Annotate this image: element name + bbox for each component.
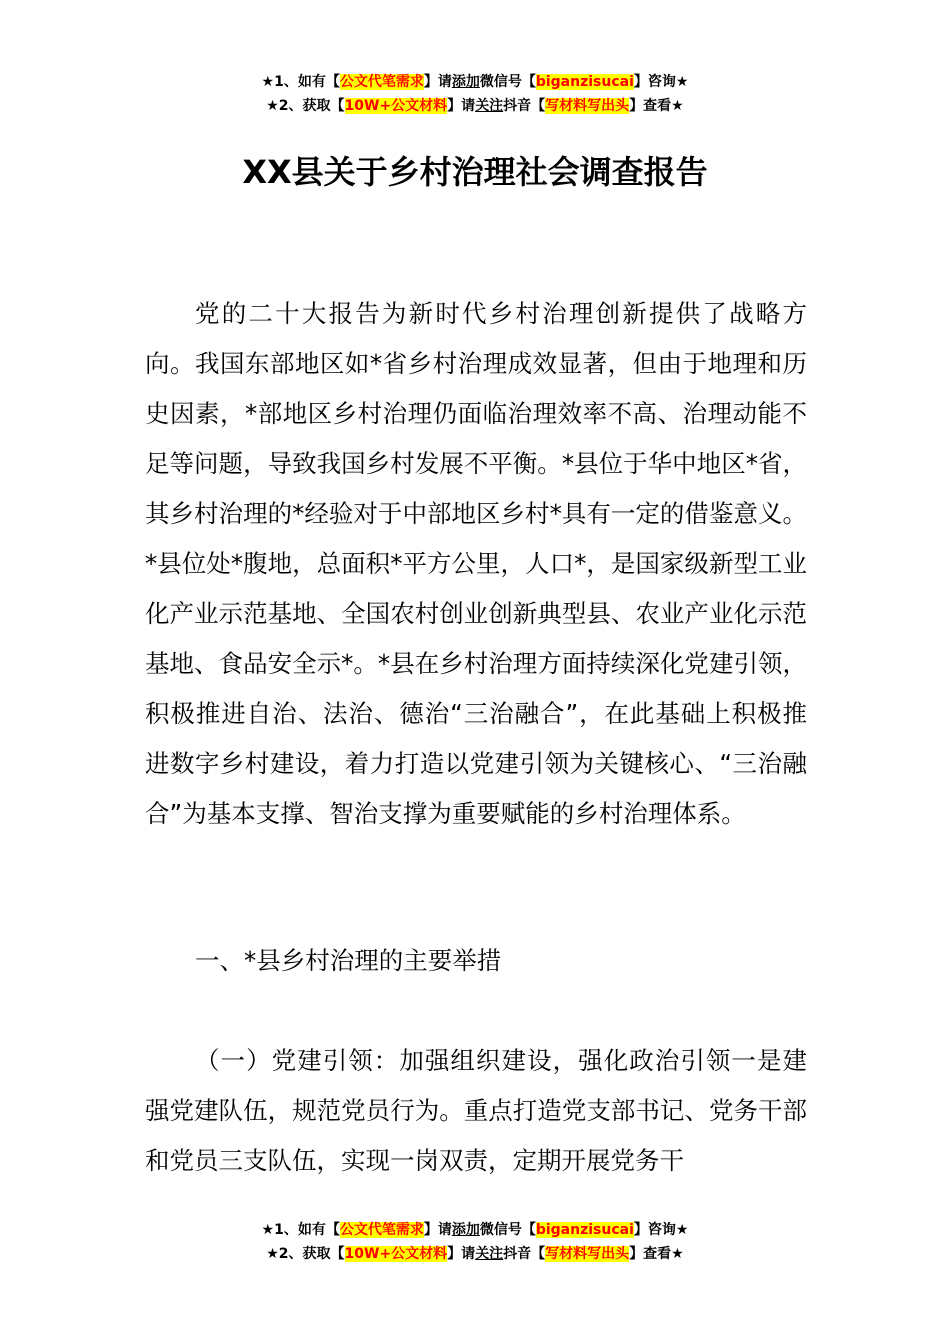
promo-text: ★2、获取【 [266, 1246, 345, 1262]
promo-text: 抖音【 [503, 98, 546, 114]
promo-text: ★1、如有【 [261, 74, 340, 90]
promo-text: 微信号【 [479, 1222, 536, 1238]
promo-line-2 [0, 94, 950, 118]
promo-banner-top [0, 70, 950, 118]
section-heading: 一、*县乡村治理的主要举措 [195, 946, 502, 975]
promo-text: 】请 [423, 1222, 452, 1238]
subsection-paragraph: （一）党建引领：加强组织建设，强化政治引领一是建强党建队伍，规范党员行为。重点打造党支部书记、党务干部和党员三支队伍，实现一岗双责，定期开展党务干 [145, 1046, 807, 1175]
document-title: XX县关于乡村治理社会调查报告 [242, 153, 708, 191]
promo-text: 】请 [423, 74, 452, 90]
promo-highlight: biganzisucai [535, 74, 634, 90]
promo-underline: 关注 [475, 1246, 504, 1262]
promo-highlight: biganzisucai [535, 1222, 634, 1238]
promo-text: ★2、获取【 [266, 98, 345, 114]
promo-text: 抖音【 [503, 1246, 546, 1262]
promo-text: 】咨询★ [633, 1222, 689, 1238]
promo-highlight: 10W+公文材料 [344, 1246, 448, 1262]
intro-paragraph: 党的二十大报告为新时代乡村治理创新提供了战略方向。我国东部地区如*省乡村治理成效显著，但由于地理和历史因素，*部地区乡村治理仍面临治理效率不高、治理动能不足等问题，导致我国乡村发展不平衡。*县位于华中地区*省，其乡村治理的*经验对于中部地区乡村*具有一定的借鉴意义。*县位处*腹地，总面积*平方公里，人口*，是国家级新型工业化产业示范基地、全国农村创业创新典型县、农业产业化示范基地、食品安全示*。*县在乡村治理方面持续深化党建引领，积极推进自治、法治、德治“三治融合”，在此基础上积极推进数字乡村建设，着力打造以党建引领为关键核心、“三治融合”为基本支撑、智治支撑为重要赋能的乡村治理体系。 [145, 299, 807, 828]
promo-underline: 添加 [451, 74, 480, 90]
promo-text: 】查看★ [629, 1246, 684, 1262]
promo-highlight: 写材料写出头 [545, 1246, 630, 1262]
promo-line-1 [0, 1218, 950, 1242]
promo-text: 微信号【 [479, 74, 536, 90]
promo-line-2 [0, 1242, 950, 1266]
promo-underline: 关注 [475, 98, 504, 114]
promo-banner-bottom [0, 1218, 950, 1266]
promo-highlight: 公文代笔需求 [339, 74, 424, 90]
promo-text: 】请 [447, 98, 476, 114]
promo-highlight: 写材料写出头 [545, 98, 630, 114]
promo-text: 】查看★ [629, 98, 684, 114]
promo-highlight: 10W+公文材料 [344, 98, 448, 114]
promo-highlight: 公文代笔需求 [339, 1222, 424, 1238]
promo-text: 】咨询★ [633, 74, 689, 90]
promo-underline: 添加 [451, 1222, 480, 1238]
promo-text: 】请 [447, 1246, 476, 1262]
promo-text: ★1、如有【 [261, 1222, 340, 1238]
promo-line-1 [0, 70, 950, 94]
